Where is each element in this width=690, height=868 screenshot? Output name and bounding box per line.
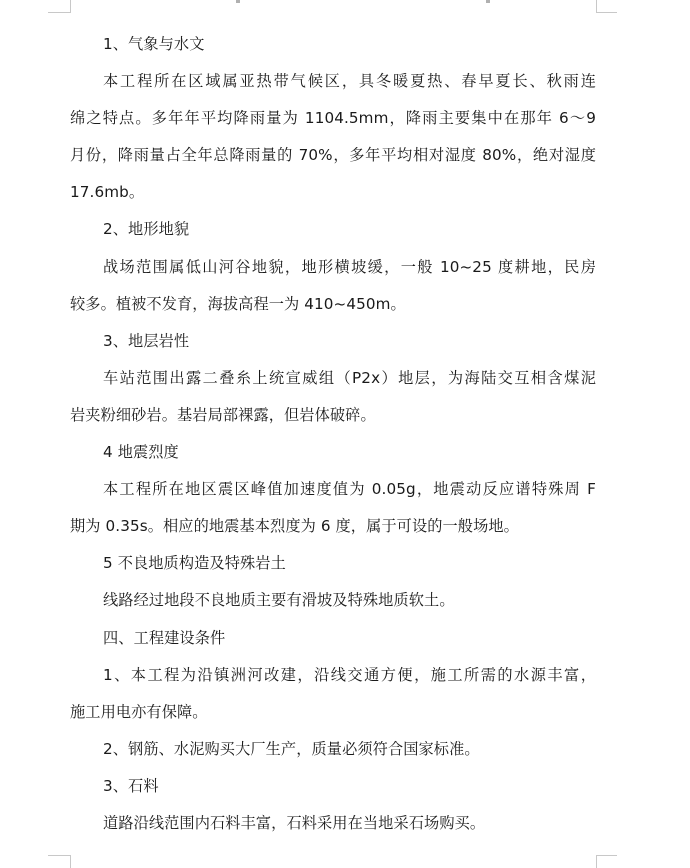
paragraph-line: 本工程所在区域属亚热带气候区，具冬暖夏热、春早夏长、秋雨连 [103, 72, 596, 91]
paragraph-line: 本工程所在地区震区峰值加速度值为 0.05g，地震动反应谱特殊周 F [103, 480, 596, 499]
heading-climate-hydrology: 1、气象与水文 [103, 35, 205, 53]
paragraph-line: 期为 0.35s。相应的地震基本烈度为 6 度，属于可设的一般场地。 [70, 517, 519, 536]
paragraph-line: 线路经过地段不良地质主要有滑坡及特殊地质软土。 [103, 591, 455, 610]
paragraph-line: 17.6mb。 [70, 183, 145, 202]
heading-terrain: 2、地形地貌 [103, 220, 190, 239]
heading-stratum-lithology: 3、地层岩性 [103, 331, 190, 350]
paragraph-line: 2、钢筋、水泥购买大厂生产，质量必须符合国家标准。 [103, 739, 480, 758]
paragraph-line: 道路沿线范围内石料丰富，石料采用在当地采石场购买。 [103, 813, 486, 832]
page-corner-mark [596, 0, 617, 13]
ruler-tick [236, 0, 240, 3]
document-body [70, 26, 596, 842]
paragraph-line: 战场范围属低山河谷地貌，地形横坡缓，一般 10~25 度耕地，民房 [103, 257, 596, 276]
paragraph-line: 岩夹粉细砂岩。基岩局部裸露，但岩体破碎。 [70, 405, 376, 424]
page-corner-mark [48, 855, 71, 868]
heading-adverse-geology: 5 不良地质构造及特殊岩土 [103, 554, 286, 573]
heading-construction-conditions: 四、工程建设条件 [103, 628, 226, 647]
heading-stone-material: 3、石料 [103, 776, 159, 795]
paragraph-line: 1、本工程为沿镇洲河改建，沿线交通方便，施工所需的水源丰富， [103, 665, 596, 684]
paragraph-line: 较多。植被不发育，海拔高程一为 410~450m。 [70, 294, 406, 313]
page-corner-mark [48, 0, 71, 13]
paragraph-line: 月份，降雨量占全年总降雨量的 70%，多年平均相对湿度 80%，绝对湿度 [70, 146, 596, 165]
paragraph-line: 绵之特点。多年年平均降雨量为 1104.5mm，降雨主要集中在那年 6～9 [70, 109, 596, 128]
paragraph-line: 施工用电亦有保障。 [70, 702, 208, 721]
ruler-tick [486, 0, 490, 3]
heading-seismic-intensity: 4 地震烈度 [103, 443, 179, 462]
page-corner-mark [596, 855, 617, 868]
paragraph-line: 车站范围出露二叠糸上统宣威组（P2x）地层，为海陆交互相含煤泥 [103, 368, 596, 387]
